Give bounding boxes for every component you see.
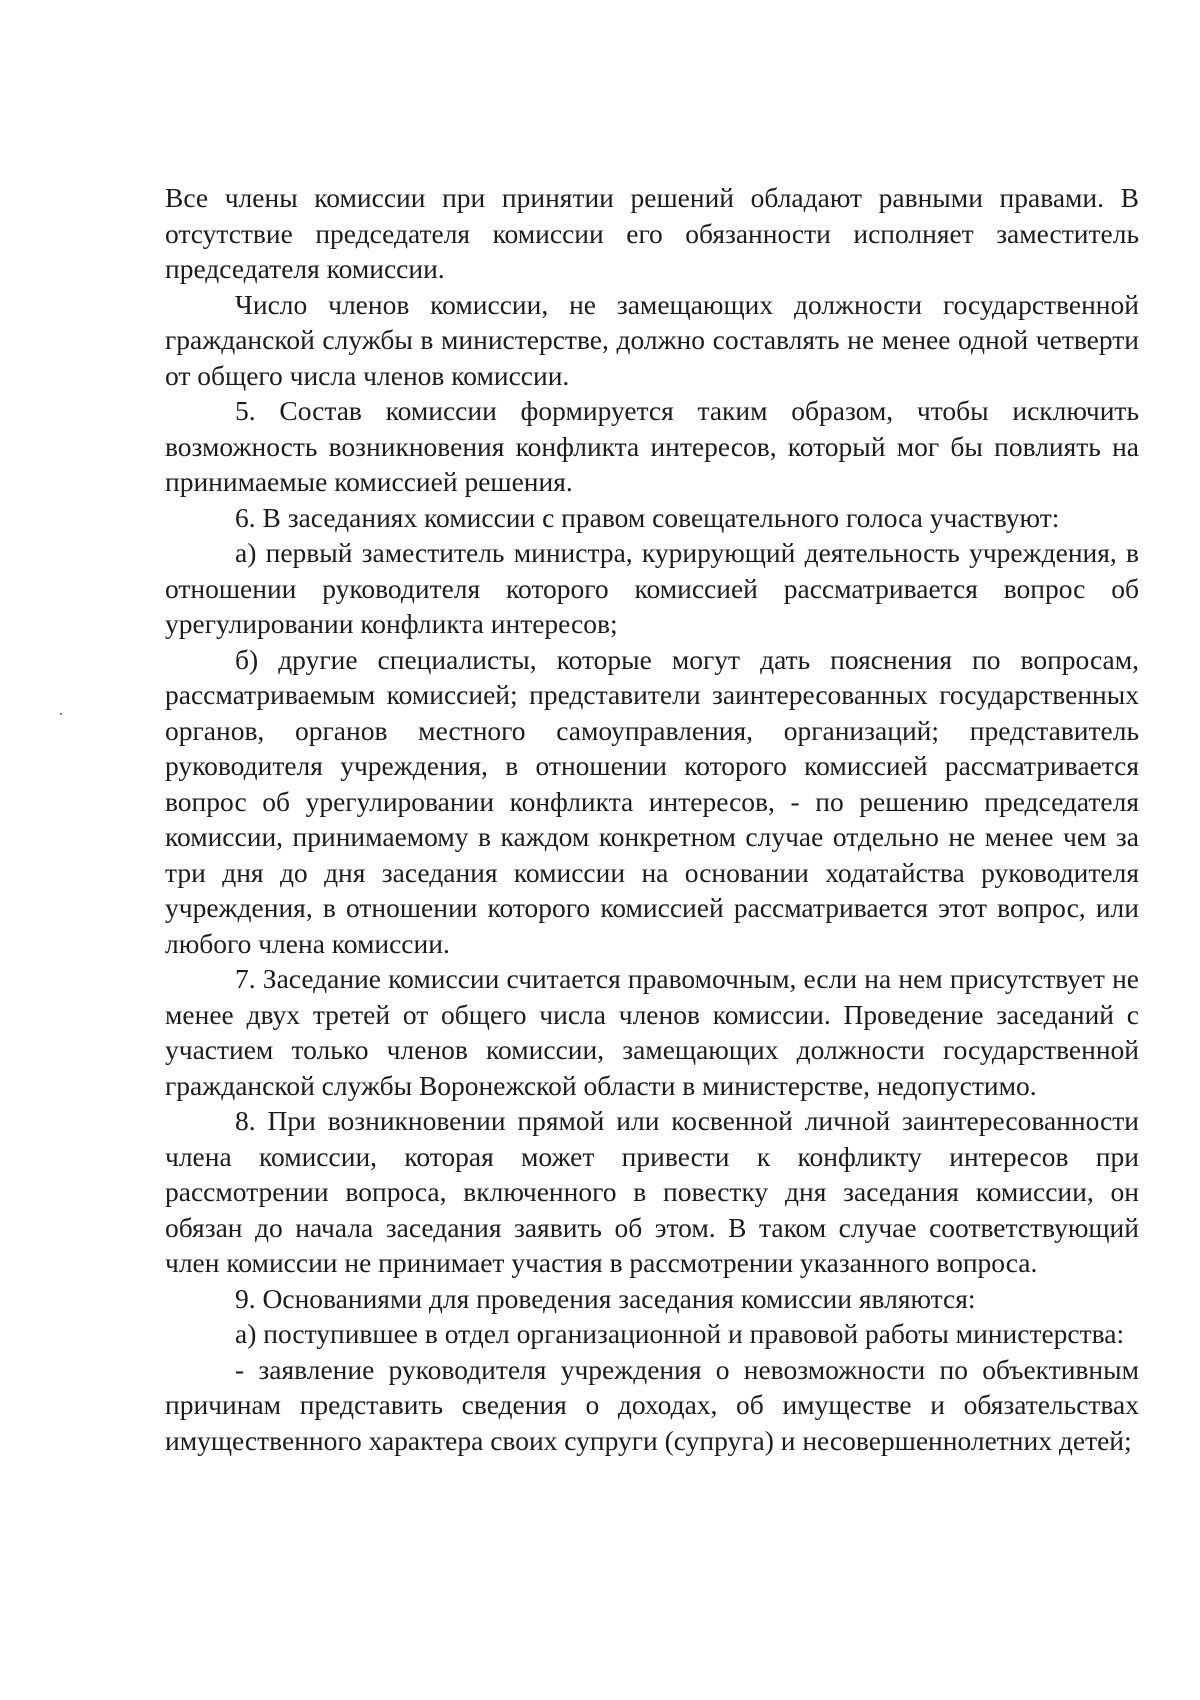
paragraph-member-count: Число членов комиссии, не замещающих должности государственной гражданской службы в министерстве, должно составлять не менее одной четверти от общего числа членов комиссии. [165,288,1139,391]
paragraph-item-9: 9. Основаниями для проведения заседания комиссии являются: [235,1282,976,1314]
paragraph-item-9a: а) поступившее в отдел организационной и правовой работы министерства: [235,1318,1125,1349]
scan-artifact [60,713,62,715]
paragraph-item-5: 5. Состав комиссии формируется таким образом, чтобы исключить возможность возникновения конфликта интересов, который мог бы повлиять на принимаемые комиссией решения. [165,395,1139,497]
paragraph-item-7: 7. Заседание комиссии считается правомочным, если на нем присутствует не менее двух третей от общего числа членов комиссии. Проведение заседаний с участием только членов комиссии, замещающих должности государственной гражданской службы Воронежской области в министерстве, недопустимо. [165,963,1139,1101]
paragraph-item-6: 6. В заседаниях комиссии с правом совещательного голоса участвуют: [235,501,1060,533]
paragraph-continuation: Все члены комиссии при принятии решений обладают равными правами. В отсутствие председателя комиссии его обязанности исполняет заместитель председателя комиссии. [165,182,1139,284]
document-body [165,180,1139,1458]
paragraph-item-9a-dash: - заявление руководителя учреждения о невозможности по объективным причинам представить сведения о доходах, об имуществе и обязательствах имущественного характера своих супруги (супруга) и несовершеннолетних детей; [165,1353,1139,1456]
paragraph-item-6a: а) первый заместитель министра, курирующий деятельность учреждения, в отношении руководителя которого комиссией рассматривается вопрос об урегулировании конфликта интересов; [165,537,1139,639]
paragraph-item-6b: б) другие специалисты, которые могут дать пояснения по вопросам, рассматриваемым комиссией; представители заинтересованных государственных органов, органов местного самоуправления, организаций; представитель руководителя учреждения, в отношении которого комиссией рассматривается вопрос об урегулировании конфликта интересов, - по решению председателя комиссии, принимаемому в каждом конкретном случае отдельно не менее чем за три дня до дня заседания комиссии на основании ходатайства руководителя учреждения, в отношении которого комиссией рассматривается этот вопрос, или любого члена комиссии. [165,643,1139,959]
paragraph-item-8: 8. При возникновении прямой или косвенной личной заинтересованности члена комиссии, которая может привести к конфликту интересов при рассмотрении вопроса, включенного в повестку дня заседания комиссии, он обязан до начала заседания заявить об этом. В таком случае соответствующий член комиссии не принимает участия в рассмотрении указанного вопроса. [165,1105,1139,1278]
